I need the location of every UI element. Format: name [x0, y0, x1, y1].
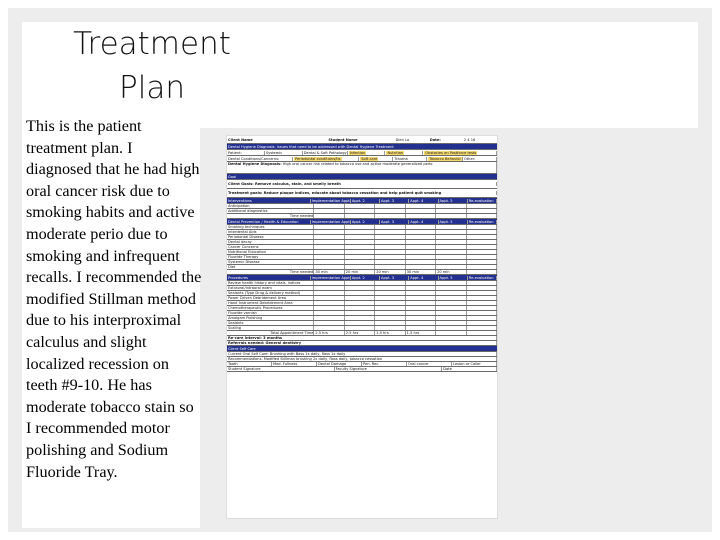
cell — [314, 281, 344, 285]
row-label: Hand Instrument Debridement Area — [227, 301, 314, 305]
cell — [467, 235, 497, 239]
col-header: Appt. 5 — [439, 199, 468, 203]
date-value: 2 4 16 — [463, 137, 476, 142]
cell — [345, 321, 375, 325]
cell — [314, 240, 344, 244]
cell — [406, 321, 436, 325]
row-label: Additional diagnostics — [227, 209, 314, 213]
cell — [406, 230, 436, 234]
cell — [436, 326, 466, 330]
cell: 2.5 hrs — [345, 331, 375, 335]
cell — [436, 225, 466, 229]
cell: 20 min — [375, 270, 405, 274]
cell: Dental & Soft Pathology — [303, 150, 347, 155]
cell — [375, 306, 405, 310]
cell — [345, 240, 375, 244]
cell — [314, 260, 344, 264]
cell-highlight: Nutrition — [387, 150, 404, 155]
cell — [406, 245, 436, 249]
cell — [375, 255, 405, 259]
cell — [345, 255, 375, 259]
cell — [375, 316, 405, 320]
cell-highlight: Obstacles on Postforce tests — [425, 150, 477, 155]
row-label: Systemic Disease — [227, 260, 314, 264]
cell: Dental Conditions/Concerns: — [227, 157, 293, 161]
cell — [375, 311, 405, 315]
cell — [436, 316, 466, 320]
cell — [314, 265, 344, 269]
cell: Date — [442, 367, 497, 371]
current-self-care: Current Oral Self Care: Brushing with Bass 1x daily, floss 1x daily — [227, 352, 497, 356]
cell — [345, 326, 375, 330]
cell — [467, 265, 497, 269]
diagnosis-header-text: Dental Hygiene Diagnosis: Issues that need to be addressed with Dental Hygiene Treatment — [228, 144, 394, 149]
cell — [436, 306, 466, 310]
cell: 2.5 hrs — [314, 331, 344, 335]
cell — [436, 245, 466, 249]
cell: 20 min — [436, 270, 466, 274]
cell — [345, 301, 375, 305]
cell — [467, 291, 497, 295]
row-label: Extraoral/intraoral exam — [227, 286, 314, 290]
client-name-label: Client Name — [228, 137, 253, 142]
cell — [375, 225, 405, 229]
cell — [375, 265, 405, 269]
cell — [436, 311, 466, 315]
row-label: Fluoride Therapy — [227, 255, 314, 259]
cell — [436, 296, 466, 300]
cell — [436, 265, 466, 269]
col-header: Appt. 4 — [409, 276, 438, 280]
cell — [406, 301, 436, 305]
cell — [345, 306, 375, 310]
row-label: Fluoride varnish — [227, 311, 314, 315]
cell — [375, 281, 405, 285]
cell — [436, 286, 466, 290]
cell: Patient: — [227, 151, 265, 155]
row-label: Review health history and vitals, indices — [227, 281, 314, 285]
cell — [406, 235, 436, 239]
cell — [467, 260, 497, 264]
recommendations: Recommendations: Modified Stillman brushing 2x daily, floss daily, tobacco cessation — [227, 357, 497, 361]
client-goals: Client Goals: Remove calculus, stain, and smelly breath — [227, 182, 497, 186]
cell: 1.5 hrs — [375, 331, 405, 335]
cell — [467, 306, 497, 310]
cell: Tooth — [227, 362, 272, 366]
cell — [314, 235, 344, 239]
procedures-title: Procedures — [227, 276, 311, 280]
row-label: Time needed — [227, 214, 314, 218]
student-name: Dien Lo — [395, 137, 410, 142]
goal-header-text: Goal — [228, 174, 237, 179]
cell — [406, 281, 436, 285]
cell — [406, 265, 436, 269]
cell — [314, 230, 344, 234]
row-label: Dental decay — [227, 240, 314, 244]
cell — [436, 321, 466, 325]
cell — [314, 301, 344, 305]
cell — [345, 230, 375, 234]
cell — [467, 281, 497, 285]
cell — [436, 235, 466, 239]
cell — [436, 260, 466, 264]
treatment-goals: Treatment goals: Reduce plaque indices, educate about tobacco cessation and help patient quit smoking — [227, 191, 497, 195]
cell — [406, 306, 436, 310]
cell — [375, 286, 405, 290]
cell — [436, 250, 466, 254]
cell — [406, 296, 436, 300]
row-label: Cancer Concerns — [227, 245, 314, 249]
cell — [375, 321, 405, 325]
treatment-plan-document — [226, 135, 498, 519]
row-label: Time needed — [227, 270, 314, 274]
slide-body-text: This is the patient treatment plan. I diagnosed that he had high oral cancer risk due to smoking habits and active moderate perio due to smoking and infrequent recalls. I recommended the modified Stillman method due to his interproximal calculus and slight localized recession on teeth #9-10. He has moderate tobacco stain so I recommended motor polishing and Sodium Fluoride Tray. — [26, 117, 202, 481]
cell: Other: — [463, 157, 497, 161]
cell — [406, 316, 436, 320]
self-care-title: Client Self Care — [228, 346, 256, 351]
cell — [345, 291, 375, 295]
cell — [467, 321, 497, 325]
cell — [375, 296, 405, 300]
cell — [436, 281, 466, 285]
cell — [406, 311, 436, 315]
cell — [314, 311, 344, 315]
cell — [467, 230, 497, 234]
cell — [406, 286, 436, 290]
col-header: Appt. 2 — [351, 220, 380, 224]
cell — [314, 225, 344, 229]
cell — [375, 260, 405, 264]
cell — [375, 291, 405, 295]
dx-label: Dental Hygiene Diagnosis: — [228, 162, 282, 166]
col-header: Implementation Appt — [311, 275, 350, 280]
cell: Med. Fullness — [272, 362, 317, 366]
cell — [375, 250, 405, 254]
cell: Trauma — [393, 157, 427, 161]
client-goals-row — [227, 180, 497, 189]
cell — [314, 296, 344, 300]
row-label: Sealants — [227, 321, 314, 325]
cell — [467, 245, 497, 249]
cell — [375, 301, 405, 305]
cell — [406, 326, 436, 330]
cell: 30 min — [406, 270, 436, 274]
cell — [375, 245, 405, 249]
cell — [314, 306, 344, 310]
cell — [314, 316, 344, 320]
cell — [406, 291, 436, 295]
col-header: Appt. 5 — [439, 220, 468, 224]
cell: Systemic — [265, 151, 303, 155]
cell-highlight: Periodontal conditions/tis — [295, 156, 341, 161]
cell — [345, 286, 375, 290]
cell: 1.5 hrs — [406, 331, 436, 335]
cell — [467, 301, 497, 305]
col-header: Appt. 2 — [351, 199, 380, 203]
cell — [314, 286, 344, 290]
col-header: Appt. 4 — [409, 199, 438, 203]
row-label: Nutritional Education — [227, 250, 314, 254]
cell: Dental Damage — [317, 362, 362, 366]
cell — [314, 291, 344, 295]
treatment-goals-row — [227, 189, 497, 198]
cell: 30 min — [314, 270, 344, 274]
date-label: Date: — [429, 137, 441, 142]
cell — [345, 265, 375, 269]
cell — [467, 311, 497, 315]
cell — [375, 230, 405, 234]
cell — [314, 255, 344, 259]
col-header: Re-evaluation — [468, 220, 497, 224]
cell — [406, 240, 436, 244]
title-line-1: Treatment — [73, 26, 231, 62]
cell — [314, 326, 344, 330]
title-line-2: Plan — [119, 70, 185, 106]
col-header: Interventions — [227, 199, 311, 203]
cell — [314, 321, 344, 325]
student-name-label: Student Name — [328, 137, 358, 142]
cell — [345, 260, 375, 264]
cell — [345, 250, 375, 254]
cell — [406, 225, 436, 229]
cell-highlight: Soft care — [361, 156, 378, 161]
cell — [467, 296, 497, 300]
referrals-text: Referrals needed: General dentistry — [227, 341, 497, 345]
cell: Oral cancer — [407, 362, 452, 366]
col-header: Re-evaluation — [468, 199, 497, 203]
cell — [467, 326, 497, 330]
row-label: Scaling — [227, 326, 314, 330]
cell — [436, 255, 466, 259]
cell — [467, 225, 497, 229]
cell: Faculty Signature — [335, 367, 443, 371]
row-label: Power Driven Debridement Area — [227, 296, 314, 300]
section-b-title: Dental Prevention / Health & Education — [227, 220, 311, 224]
cell — [467, 255, 497, 259]
cell-highlight: Tobacco Behavior — [429, 156, 461, 161]
cell — [467, 250, 497, 254]
cell — [345, 281, 375, 285]
col-header: Appt. 4 — [409, 220, 438, 224]
cell — [375, 326, 405, 330]
cell — [345, 245, 375, 249]
slide-title — [62, 22, 242, 110]
cell: Lesion or Caller — [452, 362, 497, 366]
cell: Student Signature — [227, 367, 335, 371]
cell — [345, 311, 375, 315]
col-header: Implementation Appt — [311, 219, 350, 224]
cell — [345, 235, 375, 239]
row-label: Diet — [227, 265, 314, 269]
cell: 20 min — [345, 270, 375, 274]
cell — [436, 291, 466, 295]
col-header: Appt. 3 — [380, 276, 409, 280]
cell — [406, 250, 436, 254]
col-header: Implementation Appt — [311, 198, 350, 203]
cell — [314, 245, 344, 249]
signature-row — [227, 367, 497, 372]
cell — [345, 296, 375, 300]
cell — [345, 316, 375, 320]
col-header: Re-evaluation — [468, 276, 497, 280]
cell — [467, 240, 497, 244]
procedure-rows — [227, 281, 497, 331]
row-label: Amalgam Polishing — [227, 316, 314, 320]
cell — [436, 240, 466, 244]
row-label: Total Appointment Time — [227, 331, 314, 335]
cell — [467, 286, 497, 290]
section-b-rows — [227, 225, 497, 270]
cell: Pen. Rec. — [362, 362, 407, 366]
cell — [375, 235, 405, 239]
row-label: Smoking techniques — [227, 225, 314, 229]
dx-text: High oral cancer risk related to tobacco use and active moderate generalized perio — [282, 162, 433, 166]
doc-header-row — [227, 136, 497, 144]
row-label: Chemotherapeutic Procedures — [227, 306, 314, 310]
reappoint-text: Re-care interval: 3 months — [227, 336, 497, 340]
col-header: Appt. 5 — [439, 276, 468, 280]
cell — [436, 230, 466, 234]
col-header: Appt. 3 — [380, 220, 409, 224]
cell — [436, 301, 466, 305]
dx-row — [227, 162, 497, 174]
cell — [467, 316, 497, 320]
row-label: Sealants (Type Drug & delivery method) — [227, 291, 314, 295]
cell-highlight: Infection — [349, 150, 366, 155]
row-label: Periodontal Disease — [227, 235, 314, 239]
cell — [345, 225, 375, 229]
cell — [375, 240, 405, 244]
cell — [406, 255, 436, 259]
row-label: Interdental Aids — [227, 230, 314, 234]
col-header: Appt. 3 — [380, 199, 409, 203]
cell — [314, 250, 344, 254]
col-header: Appt. 2 — [351, 276, 380, 280]
cell — [406, 260, 436, 264]
row-label: Anticipation — [227, 204, 314, 208]
